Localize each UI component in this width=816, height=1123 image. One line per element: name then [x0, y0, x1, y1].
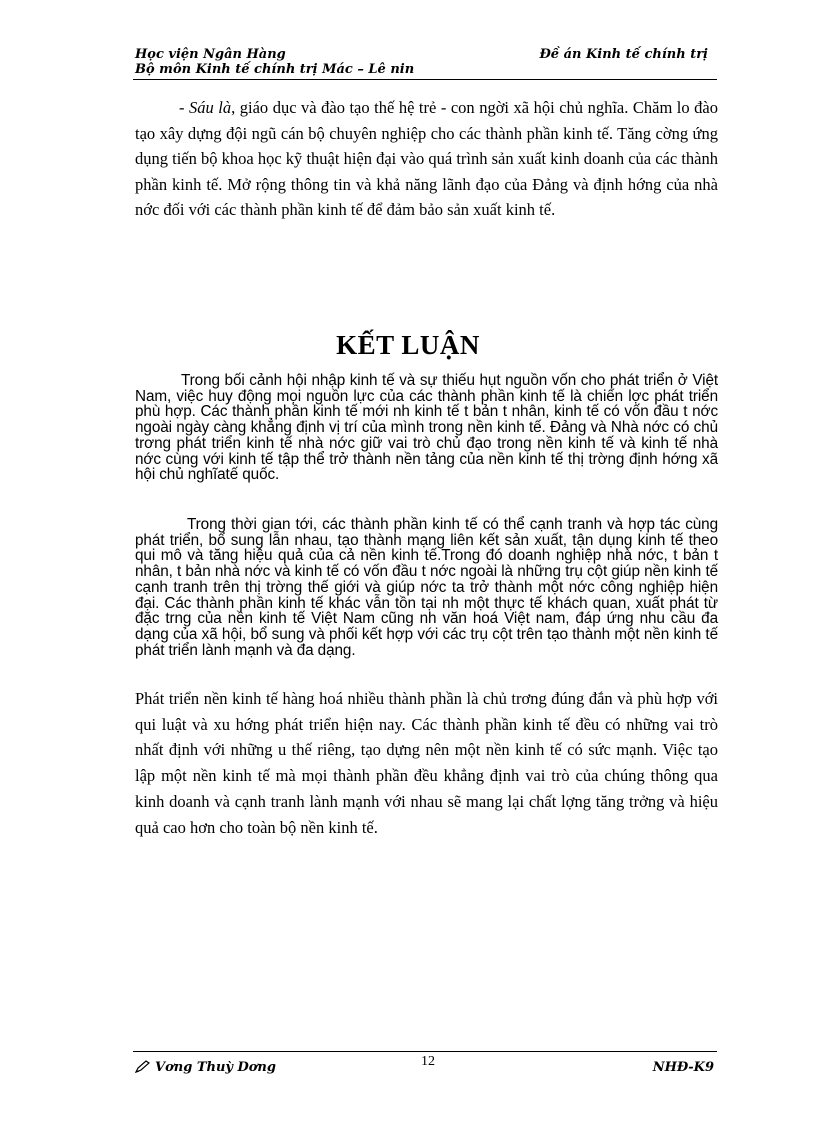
header-institution: Học viện Ngân Hàng	[135, 47, 286, 62]
section-title: KẾT LUẬN	[336, 330, 480, 360]
conclusion-paragraph-2	[135, 517, 718, 658]
conclusion-paragraph-3: Phát triển nền kinh tế hàng hoá nhiều thành phần là chủ trơng đúng đắn và phù hợp với qui luật và xu hớng phát triển hiện nay. Các thành phần kinh tế đều có những vai trò nhất định với những u thế riêng, tạo dựng nên một nền kinh tế có sức mạnh. Việc tạo lập một nền kinh tế mà mọi thành phần đều khẳng định vai trò của chúng thông qua kinh doanh và cạnh tranh lành mạnh với nhau sẽ mang lại chất lợng tăng trởng và hiệu quả cao hơn cho toàn bộ nền kinh tế.	[135, 689, 718, 837]
intro-lead: - Sáu là	[179, 98, 232, 117]
header-rule	[133, 79, 717, 80]
conclusion-paragraph-1	[135, 373, 718, 483]
header-left	[135, 47, 414, 77]
page-number: 12	[421, 1054, 435, 1069]
header-department: Bộ môn Kinh tế chính trị Mác – Lê nin	[135, 62, 415, 77]
footer-author-name: Vơng Thuỳ Dơng	[155, 1060, 276, 1075]
conclusion-paragraph-2-text: Trong thời gian tới, các thành phần kinh tế có thể cạnh tranh và hợp tác cùng phát triển, bổ sung lẫn nhau, tạo thành mạng liên kết sản xuất, tận dụng kinh tế theo qui mô và tăng hiệu quả của cả nền kinh tế.Trong đó doanh nghiệp nhà nớc, t bản t nhân, t bản nhà nớc và kinh tế có vốn đầu t nớc ngoài là những trụ cột giúp nền kinh tế cạnh tranh trên thị trờng thế giới và giúp nớc ta trở thành một nớc công nghiệp hiện đại. Các thành phần kinh tế khác vẫn tồn tại nh một thực tế khách quan, xuất phát từ đặc trng của nền kinh tế Việt Nam cũng nh văn hoá Việt nam, đáp ứng nhu cầu đa dạng của xã hội, bổ sung và phối kết hợp với các trụ cột trên tạo thành một nền kinh tế phát triển lành mạnh và đa dạng.	[135, 516, 718, 659]
intro-paragraph	[135, 95, 718, 223]
header-project-title: Đề án Kinh tế chính trị	[539, 47, 708, 62]
conclusion-paragraph-1-text: Trong bối cảnh hội nhập kinh tế và sự thiếu hụt nguồn vốn cho phát triển ở Việt Nam, việc huy động mọi nguồn lực của các thành phần kinh tế là chiến lợc phát triển phù hợp. Các thành phần kinh tế mới nh kinh tế t bản t nhân, kinh tế có vốn đầu t nớc ngoài ngày càng khẳng định vị trí của mình trong nền kinh tế. Đảng và Nhà nớc có chủ trơng phát triển kinh tế nhà nớc giữ vai trò chủ đạo trong nền kinh tế và kinh tế nhà nớc cùng với kinh tế tập thể trở thành nền tảng của nền kinh tế thị trờng định hớng xã hội chủ nghĩatế quốc.	[135, 372, 718, 484]
intro-text: , giáo dục và đào tạo thế hệ trẻ - con ngời xã hội chủ nghĩa. Chăm lo đào tạo xây dựng đội ngũ cán bộ chuyên nghiệp cho các thành phần kinh tế. Tăng cờng ứng dụng tiến bộ khoa học kỹ thuật hiện đại vào quá trình sản xuất kinh doanh của các thành phần kinh tế. Mở rộng thông tin và khả năng lãnh đạo của Đảng và định hớng của nhà nớc đối với các thành phần kinh tế để đảm bảo sản xuất kinh tế.	[135, 98, 718, 220]
footer-rule	[133, 1051, 717, 1052]
footer-class-code: NHĐ-K9	[652, 1060, 714, 1075]
